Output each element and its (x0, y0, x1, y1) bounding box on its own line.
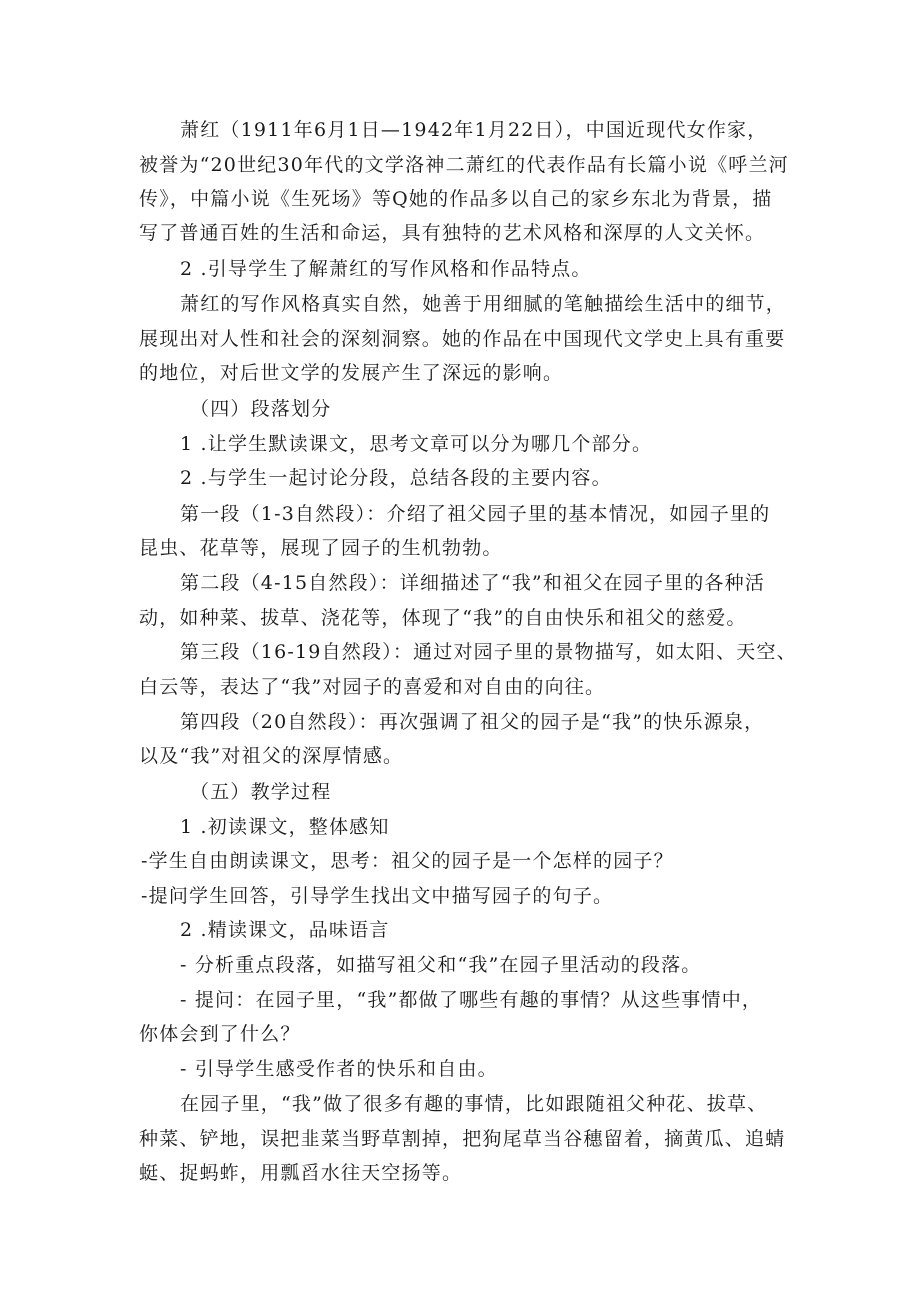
text-line: 2 .与学生一起讨论分段，总结各段的主要内容。 (180, 467, 612, 489)
text-line: 1 .初读课文，整体感知 (180, 816, 390, 838)
text-line: 2 .引导学生了解萧红的写作风格和作品特点。 (180, 258, 592, 280)
text-line: 第二段（4-15自然段）：详细描述了“我”和祖父在园子里的各种活 (180, 572, 766, 594)
text-line: 你体会到了什么？ (139, 1023, 301, 1045)
text-line: 第一段（1-3自然段）：介绍了祖父园子里的基本情况，如园子里的 (180, 503, 771, 525)
text-line: 白云等，表达了“我”对园子的喜爱和对自由的向往。 (139, 676, 606, 698)
text-line: - 分析重点段落，如描写祖父和“我”在园子里活动的段落。 (180, 954, 702, 976)
text-line: 的地位，对后世文学的发展产生了深远的影响。 (139, 362, 564, 384)
text-line: 传》，中篇小说《生死场》等Q她的作品多以自己的家乡东北为背景，描 (139, 188, 773, 210)
text-line: 动，如种菜、拔草、浇花等，体现了“我”的自由快乐和祖父的慈爱。 (139, 607, 747, 629)
text-line: -学生自由朗读课文，思考：祖父的园子是一个怎样的园子？ (141, 850, 674, 872)
text-line: 蜓、捉蚂蚱，用瓢舀水往天空扬等。 (139, 1162, 463, 1184)
text-line: 写了普通百姓的生活和命运，具有独特的艺术风格和深厚的人文关怀。 (139, 222, 766, 244)
text-line: 在园子里，“我”做了很多有趣的事情，比如跟随祖父种花、拔草、 (180, 1093, 768, 1115)
text-line: 种菜、铲地，误把韭菜当野草割掉，把狗尾草当谷穗留着，摘黄瓜、追蜻 (139, 1128, 786, 1150)
text-line: 第四段（20自然段）：再次强调了祖父的园子是“我”的快乐源泉， (180, 711, 765, 733)
text-line: - 提问：在园子里，“我”都做了哪些有趣的事情？从这些事情中， (180, 989, 763, 1011)
text-line: 第三段（16-19自然段）：通过对园子里的景物描写，如太阳、天空、 (180, 641, 797, 663)
text-line: - 引导学生感受作者的快乐和自由。 (180, 1058, 498, 1080)
text-line: 被誉为“20世纪30年代的文学洛神二萧红的代表作品有长篇小说《呼兰河 (139, 154, 789, 176)
text-line: 萧红（1911年6月1日—1942年1月22日），中国近现代女作家， (180, 119, 768, 141)
section-heading: （四）段落划分 (190, 398, 332, 420)
text-line: 萧红的写作风格真实自然，她善于用细腻的笔触描绘生活中的细节， (180, 293, 787, 315)
text-line: 昆虫、花草等，展现了园子的生机勃勃。 (139, 537, 503, 559)
text-line: 2 .精读课文，品味语言 (180, 919, 390, 941)
section-heading: （五）教学过程 (190, 781, 332, 803)
text-line: 以及“我”对祖父的深厚情感。 (139, 745, 404, 767)
text-line: -提问学生回答，引导学生找出文中描写园子的句子。 (141, 885, 614, 907)
text-line: 1 .让学生默读课文，思考文章可以分为哪几个部分。 (180, 433, 653, 455)
text-line: 展现出对人性和社会的深刻洞察。她的作品在中国现代文学史上具有重要 (139, 328, 786, 350)
